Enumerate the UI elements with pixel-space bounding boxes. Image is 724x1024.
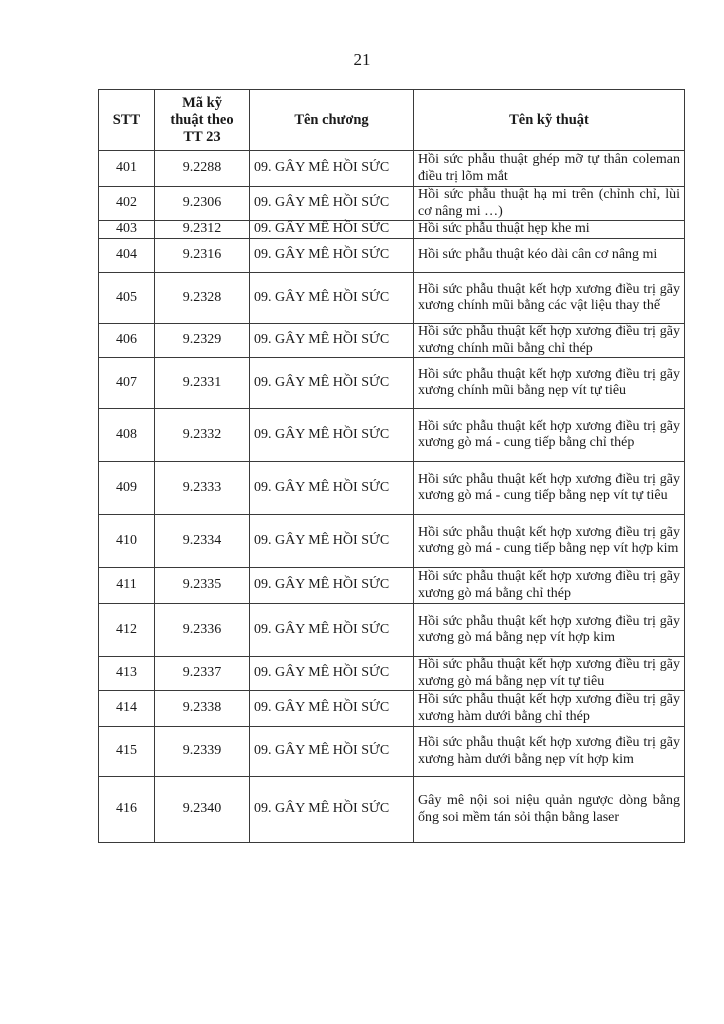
table-row <box>99 273 685 324</box>
row-code: 9.2339 <box>155 727 250 777</box>
row-stt: 413 <box>99 657 155 691</box>
header-chapter: Tên chương <box>250 90 414 151</box>
table-row <box>99 777 685 843</box>
row-technique-name: Hồi sức phẫu thuật kết hợp xương điều trị gãy xương chính mũi bằng chỉ thép <box>414 324 685 358</box>
table-row <box>99 657 685 691</box>
row-stt: 411 <box>99 568 155 604</box>
row-stt: 405 <box>99 273 155 324</box>
row-technique-name: Hồi sức phẫu thuật ghép mỡ tự thân coleman điều trị lõm mắt <box>414 151 685 187</box>
header-code-line3: TT 23 <box>183 128 221 145</box>
table-row <box>99 462 685 515</box>
row-code: 9.2329 <box>155 324 250 358</box>
row-stt: 410 <box>99 515 155 568</box>
row-stt: 403 <box>99 221 155 239</box>
table-row <box>99 604 685 657</box>
row-chapter: 09. GÂY MÊ HỒI SỨC <box>250 273 414 324</box>
table-row <box>99 515 685 568</box>
row-chapter: 09. GÂY MÊ HỒI SỨC <box>250 691 414 727</box>
table-row <box>99 187 685 221</box>
row-technique-name: Hồi sức phẫu thuật kéo dài cân cơ nâng mi <box>414 239 685 273</box>
table-row <box>99 568 685 604</box>
row-code: 9.2338 <box>155 691 250 727</box>
row-code: 9.2316 <box>155 239 250 273</box>
table-row <box>99 239 685 273</box>
table-row <box>99 151 685 187</box>
row-code: 9.2288 <box>155 151 250 187</box>
header-code-line2: thuật theo <box>170 111 234 128</box>
row-chapter: 09. GÂY MÊ HỒI SỨC <box>250 151 414 187</box>
row-chapter: 09. GÂY MÊ HỒI SỨC <box>250 568 414 604</box>
header-row <box>99 90 685 151</box>
row-chapter: 09. GÂY MÊ HỒI SỨC <box>250 727 414 777</box>
row-chapter: 09. GÂY MÊ HỒI SỨC <box>250 604 414 657</box>
row-code: 9.2335 <box>155 568 250 604</box>
row-stt: 414 <box>99 691 155 727</box>
header-code-line1: Mã kỹ <box>182 94 222 111</box>
page-number: 21 <box>353 50 371 69</box>
row-code: 9.2312 <box>155 221 250 239</box>
row-technique-name: Hồi sức phẫu thuật kết hợp xương điều trị gãy xương chính mũi bằng các vật liệu thay thế <box>414 273 685 324</box>
row-technique-name: Hồi sức phẫu thuật kết hợp xương điều trị gãy xương hàm dưới bằng nẹp vít hợp kim <box>414 727 685 777</box>
row-technique-name: Hồi sức phẫu thuật hạ mi trên (chỉnh chỉ, lùi cơ nâng mi …) <box>414 187 685 221</box>
row-code: 9.2333 <box>155 462 250 515</box>
table-row <box>99 324 685 358</box>
row-chapter: 09. GÂY MÊ HỒI SỨC <box>250 462 414 515</box>
technique-table <box>98 89 685 843</box>
row-chapter: 09. GÂY MÊ HỒI SỨC <box>250 239 414 273</box>
table-body <box>99 151 685 843</box>
row-stt: 412 <box>99 604 155 657</box>
table-row <box>99 409 685 462</box>
row-code: 9.2340 <box>155 777 250 843</box>
row-chapter: 09. GÂY MÊ HỒI SỨC <box>250 777 414 843</box>
row-chapter: 09. GÂY MÊ HỒI SỨC <box>250 657 414 691</box>
header-stt: STT <box>99 90 155 151</box>
header-name: Tên kỹ thuật <box>414 90 685 151</box>
header-code <box>155 90 250 151</box>
row-chapter: 09. GÂY MÊ HỒI SỨC <box>250 324 414 358</box>
table-row <box>99 221 685 239</box>
row-technique-name: Hồi sức phẫu thuật hẹp khe mi <box>414 221 685 239</box>
row-stt: 407 <box>99 358 155 409</box>
row-code: 9.2328 <box>155 273 250 324</box>
row-stt: 415 <box>99 727 155 777</box>
row-chapter: 09. GÂY MÊ HỒI SỨC <box>250 358 414 409</box>
row-stt: 401 <box>99 151 155 187</box>
table-row <box>99 691 685 727</box>
row-code: 9.2331 <box>155 358 250 409</box>
row-technique-name: Hồi sức phẫu thuật kết hợp xương điều trị gãy xương gò má bằng chỉ thép <box>414 568 685 604</box>
row-technique-name: Hồi sức phẫu thuật kết hợp xương điều trị gãy xương gò má - cung tiếp bằng nẹp vít hợp kim <box>414 515 685 568</box>
row-stt: 409 <box>99 462 155 515</box>
row-code: 9.2306 <box>155 187 250 221</box>
row-stt: 416 <box>99 777 155 843</box>
row-chapter: 09. GÂY MÊ HỒI SỨC <box>250 515 414 568</box>
table-row <box>99 358 685 409</box>
row-code: 9.2337 <box>155 657 250 691</box>
row-stt: 404 <box>99 239 155 273</box>
row-technique-name: Hồi sức phẫu thuật kết hợp xương điều trị gãy xương chính mũi bằng nẹp vít tự tiêu <box>414 358 685 409</box>
row-stt: 402 <box>99 187 155 221</box>
table-header <box>99 90 685 151</box>
row-stt: 406 <box>99 324 155 358</box>
row-code: 9.2336 <box>155 604 250 657</box>
table-row <box>99 727 685 777</box>
row-stt: 408 <box>99 409 155 462</box>
row-code: 9.2334 <box>155 515 250 568</box>
row-chapter: 09. GÂY MÊ HỒI SỨC <box>250 409 414 462</box>
row-technique-name: Hồi sức phẫu thuật kết hợp xương điều trị gãy xương gò má - cung tiếp bằng chỉ thép <box>414 409 685 462</box>
row-chapter: 09. GÂY MÊ HỒI SỨC <box>250 221 414 239</box>
row-technique-name: Hồi sức phẫu thuật kết hợp xương điều trị gãy xương gò má - cung tiếp bằng nẹp vít tự tiêu <box>414 462 685 515</box>
row-code: 9.2332 <box>155 409 250 462</box>
row-technique-name: Gây mê nội soi niệu quản ngược dòng bằng ống soi mềm tán sỏi thận bằng laser <box>414 777 685 843</box>
row-technique-name: Hồi sức phẫu thuật kết hợp xương điều trị gãy xương gò má bằng nẹp vít tự tiêu <box>414 657 685 691</box>
row-technique-name: Hồi sức phẫu thuật kết hợp xương điều trị gãy xương hàm dưới bằng chỉ thép <box>414 691 685 727</box>
row-technique-name: Hồi sức phẫu thuật kết hợp xương điều trị gãy xương gò má bằng nẹp vít hợp kim <box>414 604 685 657</box>
row-chapter: 09. GÂY MÊ HỒI SỨC <box>250 187 414 221</box>
